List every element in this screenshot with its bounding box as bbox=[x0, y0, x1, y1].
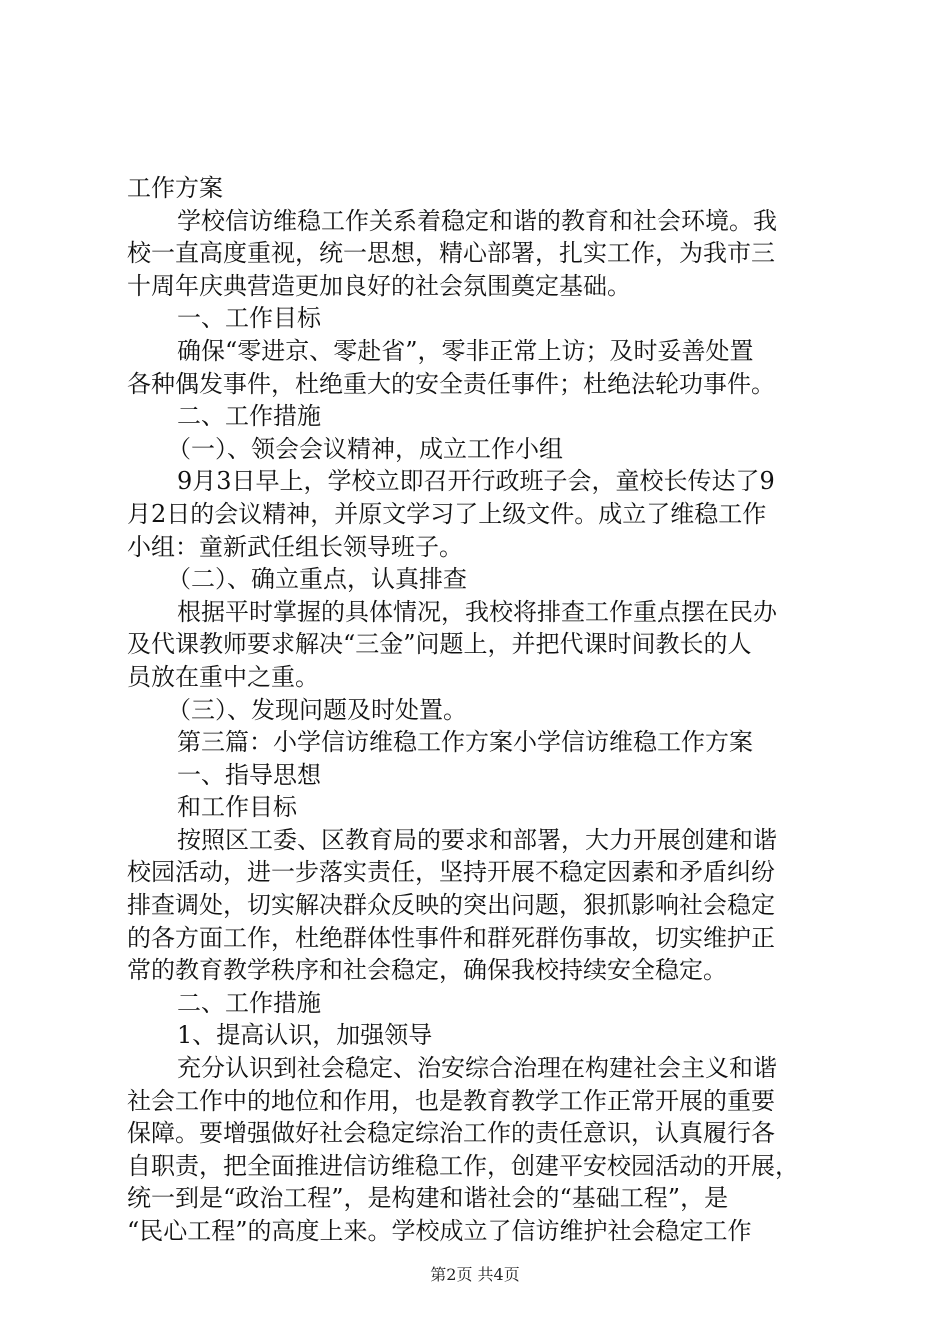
text-line: 员放在重中之重。 bbox=[127, 662, 319, 691]
text-line: 保障。要增强做好社会稳定综治工作的责任意识，认真履行各 bbox=[127, 1119, 775, 1148]
document-body bbox=[127, 172, 837, 1248]
text-line: 9月3日早上，学校立即召开行政班子会，童校长传达了9 bbox=[177, 467, 775, 496]
text-line: 确保“零进京、零赴省”，零非正常上访；及时妥善处置 bbox=[177, 336, 754, 365]
text-line: 校一直高度重视，统一思想，精心部署，扎实工作，为我市三 bbox=[127, 239, 775, 268]
text-line: 月2日的会议精神，并原文学习了上级文件。成立了维稳工作 bbox=[127, 499, 767, 528]
text-line: “民心工程”的高度上来。学校成立了信访维护社会稳定工作 bbox=[127, 1217, 752, 1245]
text-line: 校园活动，进一步落实责任，坚持开展不稳定因素和矛盾纠纷 bbox=[127, 858, 775, 887]
text-line: 二、工作措施 bbox=[177, 988, 321, 1017]
text-line: （三）、发现问题及时处置。 bbox=[167, 695, 467, 724]
text-line: （二）、确立重点，认真排查 bbox=[167, 565, 467, 594]
text-line: 的各方面工作，杜绝群体性事件和群死群伤事故，切实维护正 bbox=[127, 923, 775, 952]
text-line: 常的教育教学秩序和社会稳定，确保我校持续安全稳定。 bbox=[127, 956, 727, 985]
text-line: 自职责，把全面推进信访维稳工作，创建平安校园活动的开展， bbox=[127, 1151, 799, 1180]
text-line: 各种偶发事件，杜绝重大的安全责任事件；杜绝法轮功事件。 bbox=[127, 369, 775, 398]
text-line: 一、工作目标 bbox=[177, 304, 321, 333]
text-line: 一、指导思想 bbox=[177, 760, 321, 789]
text-line: 1、提高认识，加强领导 bbox=[177, 1021, 433, 1050]
text-line: 按照区工委、区教育局的要求和部署，大力开展创建和谐 bbox=[177, 825, 777, 854]
text-line: 根据平时掌握的具体情况，我校将排查工作重点摆在民办 bbox=[177, 597, 777, 626]
text-line: （一）、领会会议精神，成立工作小组 bbox=[167, 434, 563, 463]
text-line: 第三篇：小学信访维稳工作方案小学信访维稳工作方案 bbox=[177, 728, 753, 757]
text-line: 充分认识到社会稳定、治安综合治理在构建社会主义和谐 bbox=[177, 1054, 777, 1083]
text-line: 及代课教师要求解决“三金”问题上，并把代课时间教长的人 bbox=[127, 630, 752, 659]
text-line: 统一到是“政治工程”，是构建和谐社会的“基础工程”，是 bbox=[127, 1184, 729, 1213]
text-line: 二、工作措施 bbox=[177, 402, 321, 431]
text-line: 排查调处，切实解决群众反映的突出问题，狠抓影响社会稳定 bbox=[127, 891, 775, 920]
text-line: 和工作目标 bbox=[177, 793, 297, 822]
text-line: 学校信访维稳工作关系着稳定和谐的教育和社会环境。我 bbox=[177, 206, 777, 235]
text-line: 社会工作中的地位和作用，也是教育教学工作正常开展的重要 bbox=[127, 1086, 775, 1115]
text-line: 小组：童新武任组长领导班子。 bbox=[127, 532, 463, 561]
text-line: 十周年庆典营造更加良好的社会氛围奠定基础。 bbox=[127, 271, 631, 300]
text-line: 工作方案 bbox=[127, 174, 223, 202]
page-footer: 第2页 共4页 bbox=[430, 1265, 520, 1284]
